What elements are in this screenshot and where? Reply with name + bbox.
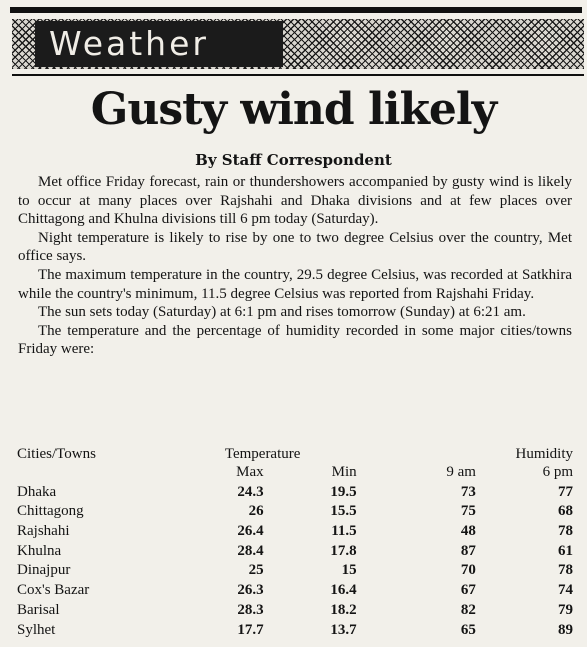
humidity-am-cell: 70 [460, 562, 476, 579]
table-row [17, 502, 573, 522]
top-rule [10, 7, 582, 13]
humidity-am-cell: 67 [460, 582, 476, 599]
table-row [17, 601, 573, 621]
humidity-pm-cell: 74 [558, 582, 573, 599]
min-cell: 16.4 [330, 582, 357, 599]
max-cell: 17.7 [237, 621, 264, 638]
paragraph: The maximum temperature in the country, 29.5 degree Celsius, was recorded at Satkhira while the country's minimum, 11.5 degree Celsius was reported from Rajshahi Friday. [18, 266, 572, 302]
humidity-pm-cell: 79 [558, 601, 573, 618]
max-cell: 28.4 [237, 542, 264, 559]
min-cell: 15.5 [330, 503, 357, 520]
city-cell: Khulna [17, 542, 62, 559]
humidity-pm-cell: 68 [558, 503, 573, 520]
table-row [17, 581, 573, 601]
city-cell: Barisal [17, 601, 60, 618]
humidity-am-cell: 87 [460, 542, 476, 559]
headline: Gusty wind likely [90, 84, 497, 135]
table-row [17, 620, 573, 640]
min-cell: 17.8 [330, 542, 357, 559]
cities-header: Cities/Towns [17, 445, 96, 462]
paragraph: The temperature and the percentage of humidity recorded in some major cities/towns Friday were: [18, 322, 572, 358]
6pm-header: 6 pm [542, 464, 573, 481]
max-cell: 26.4 [237, 523, 264, 540]
table-row [17, 522, 573, 542]
humidity-pm-cell: 78 [558, 562, 573, 579]
min-cell: 13.7 [330, 621, 357, 638]
paragraph: Night temperature is likely to rise by one to two degree Celsius over the country, Met office says. [18, 229, 572, 265]
humidity-header: Humidity [515, 445, 573, 462]
city-cell: Dinajpur [17, 562, 71, 579]
temperature-header: Temperature [224, 445, 301, 462]
humidity-am-cell: 48 [460, 523, 476, 540]
table-row [17, 541, 573, 561]
city-cell: Cox's Bazar [17, 582, 90, 599]
banner-rule [12, 74, 584, 76]
table-subheader-row [17, 463, 573, 483]
humidity-am-cell: 73 [460, 483, 476, 500]
city-cell: Rajshahi [17, 523, 70, 540]
humidity-pm-cell: 89 [558, 621, 573, 638]
city-cell: Chittagong [17, 503, 84, 520]
humidity-am-cell: 82 [460, 601, 476, 618]
max-cell: 24.3 [237, 483, 264, 500]
article-body [18, 173, 572, 359]
min-cell: 15 [341, 562, 357, 579]
min-cell: 11.5 [331, 523, 357, 540]
humidity-am-cell: 75 [460, 503, 476, 520]
max-cell: 26 [248, 503, 264, 520]
weather-table [17, 443, 573, 640]
paragraph: The sun sets today (Saturday) at 6:1 pm and rises tomorrow (Sunday) at 6:21 am. [38, 304, 526, 321]
humidity-pm-cell: 78 [558, 523, 573, 540]
min-cell: 19.5 [330, 483, 357, 500]
humidity-pm-cell: 61 [558, 542, 573, 559]
min-cell: 18.2 [330, 601, 357, 618]
max-header: Max [236, 464, 264, 481]
table-header-row [17, 443, 573, 463]
city-cell: Sylhet [17, 621, 56, 638]
max-cell: 25 [248, 562, 264, 579]
humidity-pm-cell: 77 [558, 483, 573, 500]
humidity-am-cell: 65 [460, 621, 476, 638]
table-row [17, 561, 573, 581]
min-header: Min [331, 464, 357, 481]
byline: By Staff Correspondent [195, 151, 392, 169]
table-row [17, 482, 573, 502]
paragraph: Met office Friday forecast, rain or thundershowers accompanied by gusty wind is likely to occur at many places over Rajshahi and Dhaka divisions and at few places over Chittagong and Khulna divisions till 6 pm today (Saturday). [18, 174, 572, 228]
9am-header: 9 am [446, 464, 476, 481]
max-cell: 26.3 [237, 582, 264, 599]
section-label: Weather [35, 21, 283, 67]
max-cell: 28.3 [237, 601, 264, 618]
city-cell: Dhaka [17, 483, 57, 500]
